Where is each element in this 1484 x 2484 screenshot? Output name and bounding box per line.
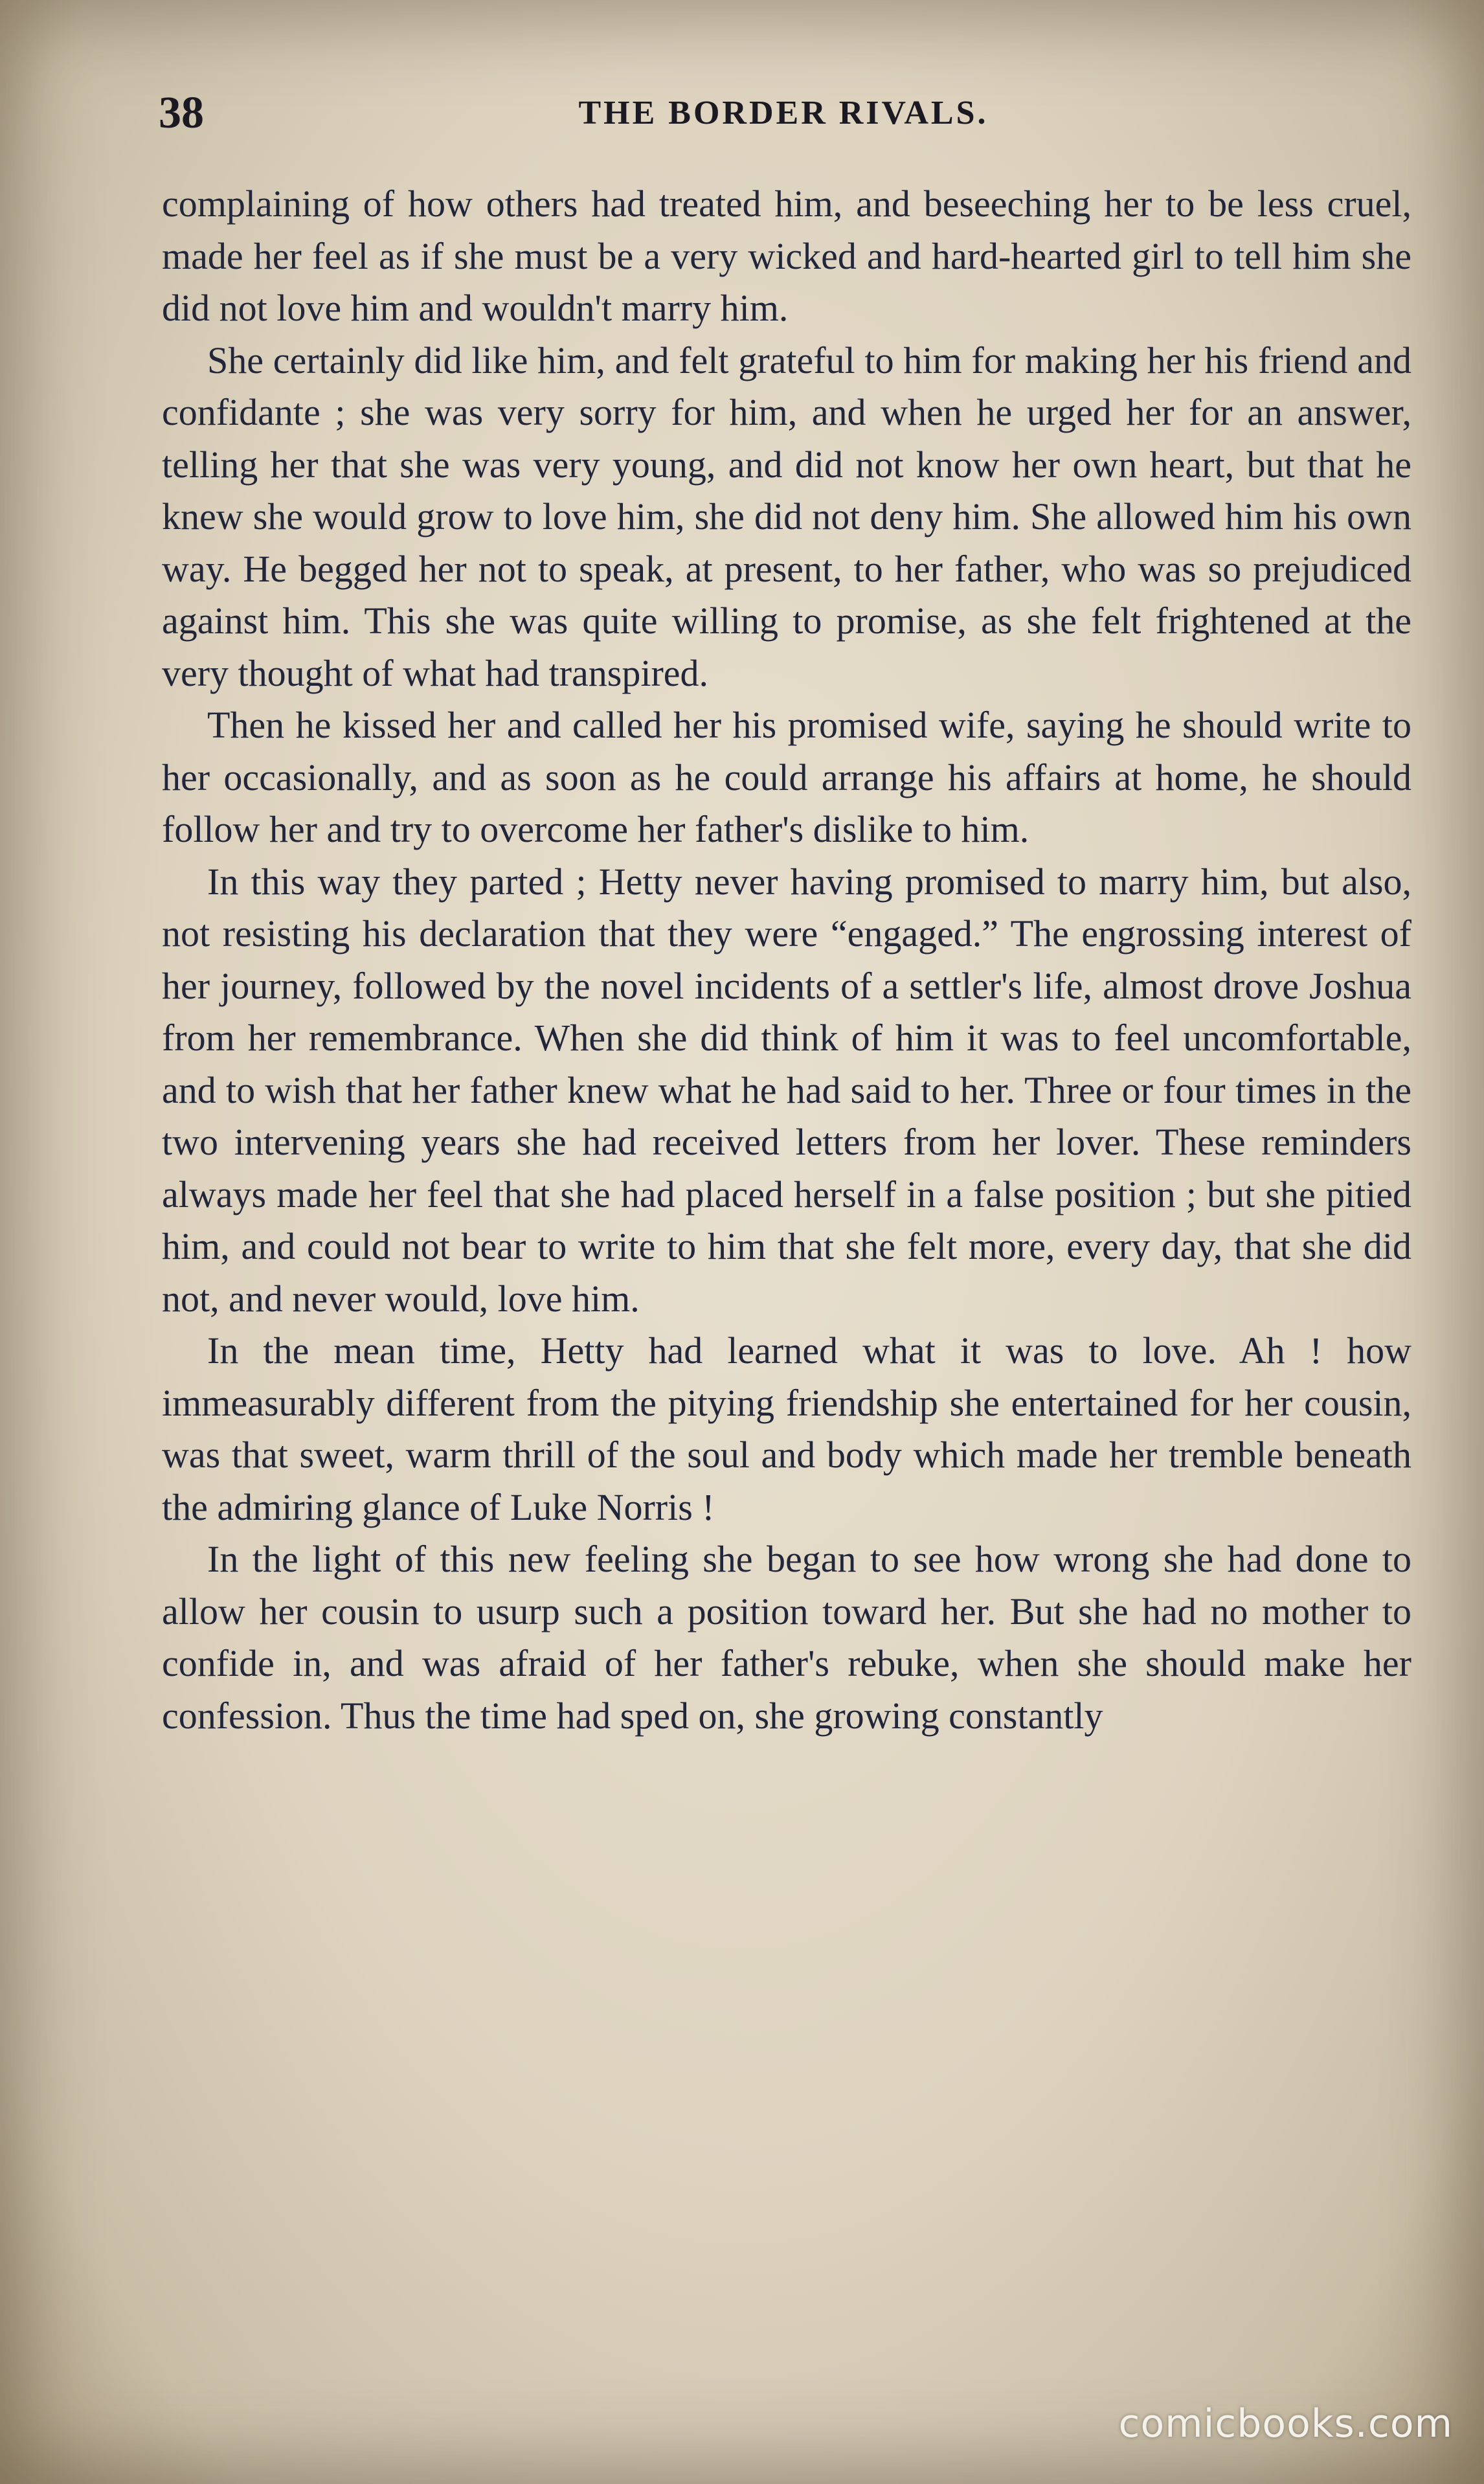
paragraph-1: complaining of how others had treated him, and beseeching her to be less cruel, made her feel as if she must be a very wicked and hard-hearted girl to tell him she did not love him and wouldn't marry him. [162,183,1411,329]
running-head [159,81,1408,146]
page-number: 38 [159,88,204,138]
watermark-text: comicbooks.com [1118,2401,1453,2446]
book-title-header: THE BORDER RIVALS. [578,95,989,131]
paragraph-4: In this way they parted ; Hetty never having promised to marry him, but also, not resisting his declaration that they were “engaged.” The engrossing interest of her journey, followed by the novel incidents of a settler's life, almost drove Joshua from her remembrance. When she did think of him it was to feel uncomfortable, and to wish that her father knew what he had said to her. Three or four times in the two intervening years she had received letters from her lover. These reminders always made her feel that she had placed herself in a false position ; but she pitied him, and could not bear to write to him that she felt more, every day, that she did not, and never would, love him. [162,860,1411,1320]
paragraph-2: She certainly did like him, and felt grateful to him for making her his friend and confidante ; she was very sorry for him, and when he urged her for an answer, telling her that she was very young, and did not know her own heart, but that he knew she would grow to love him, she did not deny him. She allowed him his own way. He begged her not to speak, at present, to her father, who was so prejudiced against him. This she was quite willing to promise, as she felt frightened at the very thought of what had transpired. [162,339,1411,694]
body-text [162,178,1411,1742]
paragraph-3: Then he kissed her and called her his promised wife, saying he should write to her occasionally, and as soon as he could arrange his affairs at home, he should follow her and try to overcome her father's dislike to him. [162,704,1411,850]
paragraph-5: In the mean time, Hetty had learned what it was to love. Ah ! how immeasurably different from the pitying friendship she entertained for her cousin, was that sweet, warm thrill of the soul and body which made her tremble beneath the admiring glance of Luke Norris ! [162,1329,1411,1528]
paragraph-6: In the light of this new feeling she began to see how wrong she had done to allow her cousin to usurp such a position toward her. But she had no mother to confide in, and was afraid of her father's rebuke, when she should make her confession. Thus the time had sped on, she growing constantly [162,1538,1411,1737]
